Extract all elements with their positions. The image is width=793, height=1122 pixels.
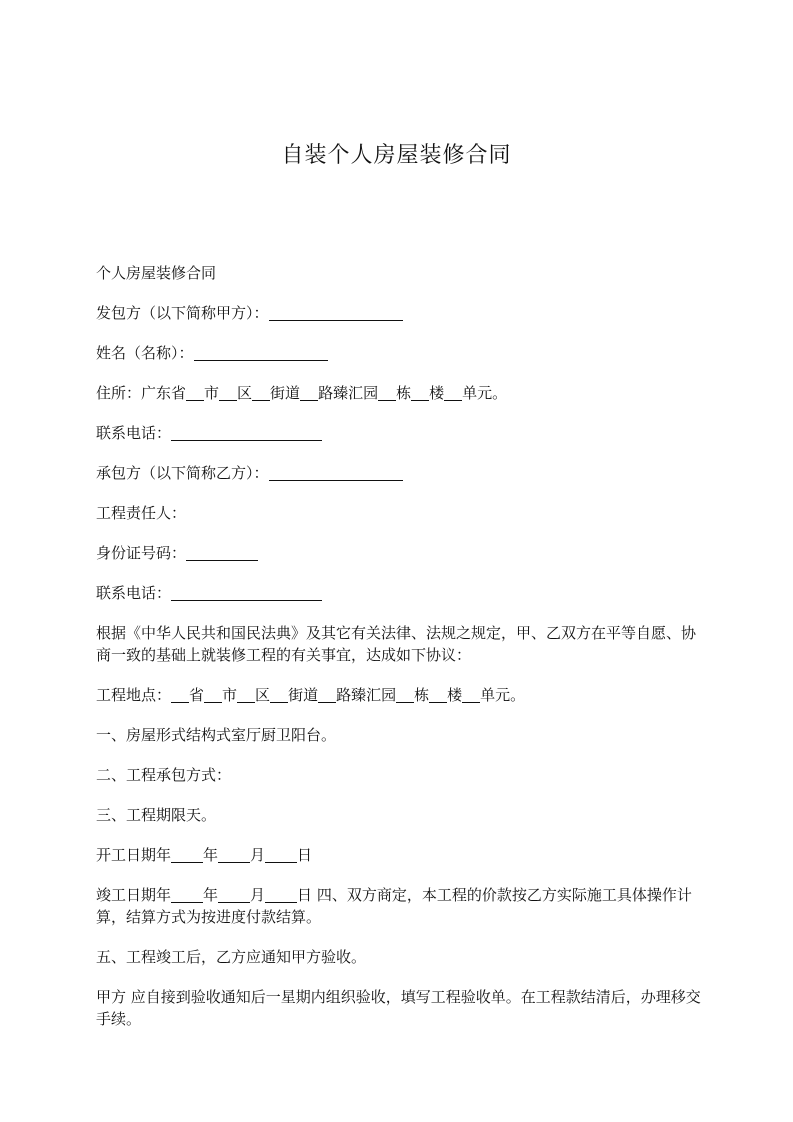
phone-b-line — [96, 582, 706, 604]
phone-a-line — [96, 422, 706, 444]
finish-text: 年 — [203, 886, 219, 904]
site-text: 省 — [189, 686, 205, 704]
finish-text: 竣工日期年 — [96, 886, 172, 904]
blank — [318, 687, 336, 703]
blank — [265, 847, 297, 863]
party-a-blank — [269, 305, 403, 321]
blank — [270, 687, 288, 703]
blank — [219, 385, 237, 401]
party-a-line — [96, 302, 706, 324]
address-text: 栋 — [396, 384, 412, 402]
start-text: 开工日期年 — [96, 846, 172, 864]
blank — [171, 847, 203, 863]
site-text: 单元。 — [480, 686, 526, 704]
name-blank — [194, 345, 328, 361]
blank — [218, 887, 250, 903]
address-text: 住所：广东省 — [96, 384, 187, 402]
site-text: 路臻汇园 — [336, 686, 397, 704]
site-text: 区 — [255, 686, 271, 704]
start-text: 月 — [250, 846, 266, 864]
site-line — [96, 684, 706, 706]
blank — [186, 385, 204, 401]
document-title: 自装个人房屋装修合同 — [281, 143, 512, 168]
blank — [378, 385, 396, 401]
id-line — [96, 542, 706, 564]
party-b-line — [96, 462, 706, 484]
blank — [411, 385, 429, 401]
party-b-blank — [269, 465, 403, 481]
blank — [462, 687, 480, 703]
start-text: 日 — [297, 846, 313, 864]
item-2: 二、工程承包方式： — [96, 766, 232, 784]
blank — [204, 687, 222, 703]
site-text: 市 — [222, 686, 238, 704]
id-label: 身份证号码： — [96, 544, 187, 562]
blank — [429, 687, 447, 703]
blank — [444, 385, 462, 401]
responsible-line: 工程责任人： — [96, 504, 187, 522]
name-label: 姓名（名称）： — [96, 344, 194, 362]
start-date-line — [96, 844, 706, 866]
blank — [265, 887, 297, 903]
phone-b-label: 联系电话： — [96, 584, 172, 602]
item-3: 三、工程期限天。 — [96, 806, 217, 824]
address-text: 市 — [204, 384, 220, 402]
id-blank — [186, 545, 258, 561]
finish-date-line — [96, 884, 706, 928]
phone-a-blank — [171, 425, 322, 441]
blank — [396, 687, 414, 703]
finish-text: 月 — [250, 886, 266, 904]
address-text: 区 — [237, 384, 253, 402]
basis-paragraph: 根据《中华人民共和国民法典》及其它有关法律、法规之规定，甲、乙双方在平等自愿、协商一致的基础上就装修工程的有关事宜，达成如下协议： — [96, 624, 697, 664]
site-text: 街道 — [288, 686, 319, 704]
blank — [237, 687, 255, 703]
item-1: 一、房屋形式结构式室厅厨卫阳台。 — [96, 726, 337, 744]
site-text: 栋 — [414, 686, 430, 704]
address-line — [96, 382, 706, 404]
address-text: 路臻汇园 — [318, 384, 379, 402]
blank — [171, 687, 189, 703]
phone-a-label: 联系电话： — [96, 424, 172, 442]
acceptance-paragraph: 甲方 应自接到验收通知后一星期内组织验收，填写工程验收单。在工程款结清后，办理移交手续。 — [96, 988, 701, 1028]
finish-text: 日 四、双方商定，本工程的价款按乙方实际施工具体操作计算，结算方式为按进度付款结算。 — [96, 886, 692, 926]
item-5: 五、工程竣工后，乙方应通知甲方验收。 — [96, 948, 367, 966]
address-text: 单元。 — [462, 384, 508, 402]
blank — [252, 385, 270, 401]
phone-b-blank — [171, 585, 322, 601]
site-text: 楼 — [447, 686, 463, 704]
address-text: 楼 — [429, 384, 445, 402]
blank — [300, 385, 318, 401]
subtitle: 个人房屋装修合同 — [96, 264, 217, 282]
party-a-label: 发包方（以下简称甲方）： — [96, 304, 269, 322]
site-text: 工程地点： — [96, 686, 172, 704]
blank — [218, 847, 250, 863]
blank — [171, 887, 203, 903]
party-b-label: 承包方（以下简称乙方）： — [96, 464, 269, 482]
address-text: 街道 — [270, 384, 301, 402]
start-text: 年 — [203, 846, 219, 864]
name-line — [96, 342, 706, 364]
